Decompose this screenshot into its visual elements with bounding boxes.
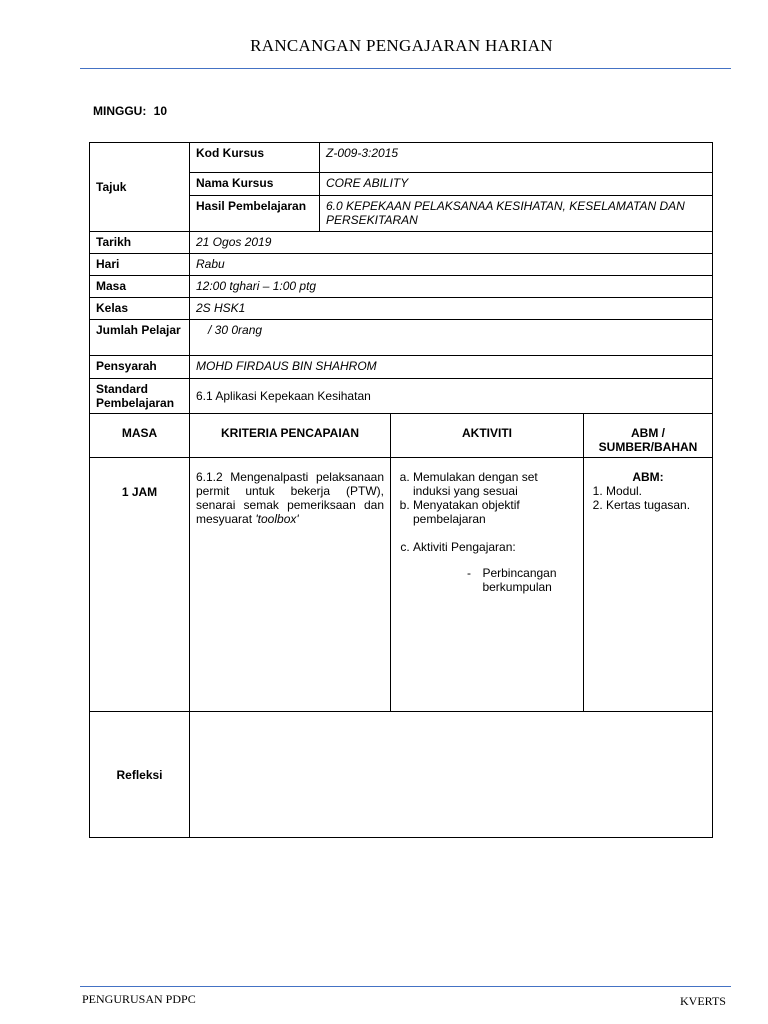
abm-title: ABM:: [632, 470, 664, 484]
kelas-label: Kelas: [90, 298, 190, 320]
week-label: MINGGU:: [93, 104, 147, 118]
col-header-aktiviti: AKTIVITI: [391, 414, 584, 458]
pensyarah-value: MOHD FIRDAUS BIN SHAHROM: [190, 356, 713, 379]
kelas-value: 2S HSK1: [190, 298, 713, 320]
col-header-kriteria: KRITERIA PENCAPAIAN: [190, 414, 391, 458]
footer-divider: [80, 986, 731, 987]
abm-item: 2. Kertas tugasan.: [606, 498, 706, 512]
hasil-pembelajaran-label: Hasil Pembelajaran: [190, 196, 320, 232]
kod-kursus-label: Kod Kursus: [190, 143, 320, 173]
tajuk-label: Tajuk: [90, 143, 190, 232]
abm-item: 1. Modul.: [606, 484, 706, 498]
jumlah-pelajar-label: Jumlah Pelajar: [90, 320, 190, 356]
week-value: 10: [153, 104, 168, 118]
tarikh-label: Tarikh: [90, 232, 190, 254]
aktiviti-sub-text: Perbincangan berkumpulan: [482, 566, 557, 594]
kriteria-text: 6.1.2 Mengenalpasti pelaksanaan permit untuk bekerja (PTW), senarai semak pemeriksaan dan mesyuarat: [196, 470, 384, 526]
abm-list: [590, 484, 706, 512]
masa-value: 12:00 tghari – 1:00 ptg: [190, 276, 713, 298]
nama-kursus-value: CORE ABILITY: [320, 173, 713, 196]
hari-label: Hari: [90, 254, 190, 276]
header-divider: [80, 68, 731, 69]
standard-pembelajaran-value: 6.1 Aplikasi Kepekaan Kesihatan: [190, 379, 713, 414]
lesson-plan-table: [89, 142, 713, 838]
aktiviti-cell: [391, 458, 584, 712]
nama-kursus-label: Nama Kursus: [190, 173, 320, 196]
dash-bullet: -: [467, 566, 471, 580]
kriteria-cell: [190, 458, 391, 712]
jumlah-pelajar-value: / 30 0rang: [190, 320, 713, 356]
aktiviti-item: a. Memulakan dengan set induksi yang sesuai: [413, 470, 577, 498]
tarikh-value: 21 Ogos 2019: [190, 232, 713, 254]
refleksi-value: [190, 712, 713, 838]
kod-kursus-value: Z-009-3:2015: [320, 143, 713, 173]
page-title: RANCANGAN PENGAJARAN HARIAN: [250, 36, 553, 55]
footer-right-text: KVERTS: [680, 994, 726, 1008]
col-header-masa: MASA: [90, 414, 190, 458]
plan-masa-value: 1 JAM: [90, 458, 190, 712]
hasil-pembelajaran-value: 6.0 KEPEKAAN PELAKSANAA KESIHATAN, KESELAMATAN DAN PERSEKITARAN: [320, 196, 713, 232]
aktiviti-item: b. Menyatakan objektif pembelajaran: [413, 498, 577, 526]
footer-left-text: PENGURUSAN PDPC: [82, 992, 196, 1006]
aktiviti-sub-item: [467, 566, 577, 594]
refleksi-label: Refleksi: [90, 712, 190, 838]
masa-label: Masa: [90, 276, 190, 298]
kriteria-italic: 'toolbox': [255, 512, 299, 526]
week-field: [93, 104, 167, 118]
aktiviti-list: [397, 470, 577, 554]
col-header-abm: ABM / SUMBER/BAHAN: [584, 414, 713, 458]
standard-pembelajaran-label: Standard Pembelajaran: [90, 379, 190, 414]
hari-value: Rabu: [190, 254, 713, 276]
abm-cell: [584, 458, 713, 712]
pensyarah-label: Pensyarah: [90, 356, 190, 379]
aktiviti-item: c. Aktiviti Pengajaran:: [413, 540, 577, 554]
